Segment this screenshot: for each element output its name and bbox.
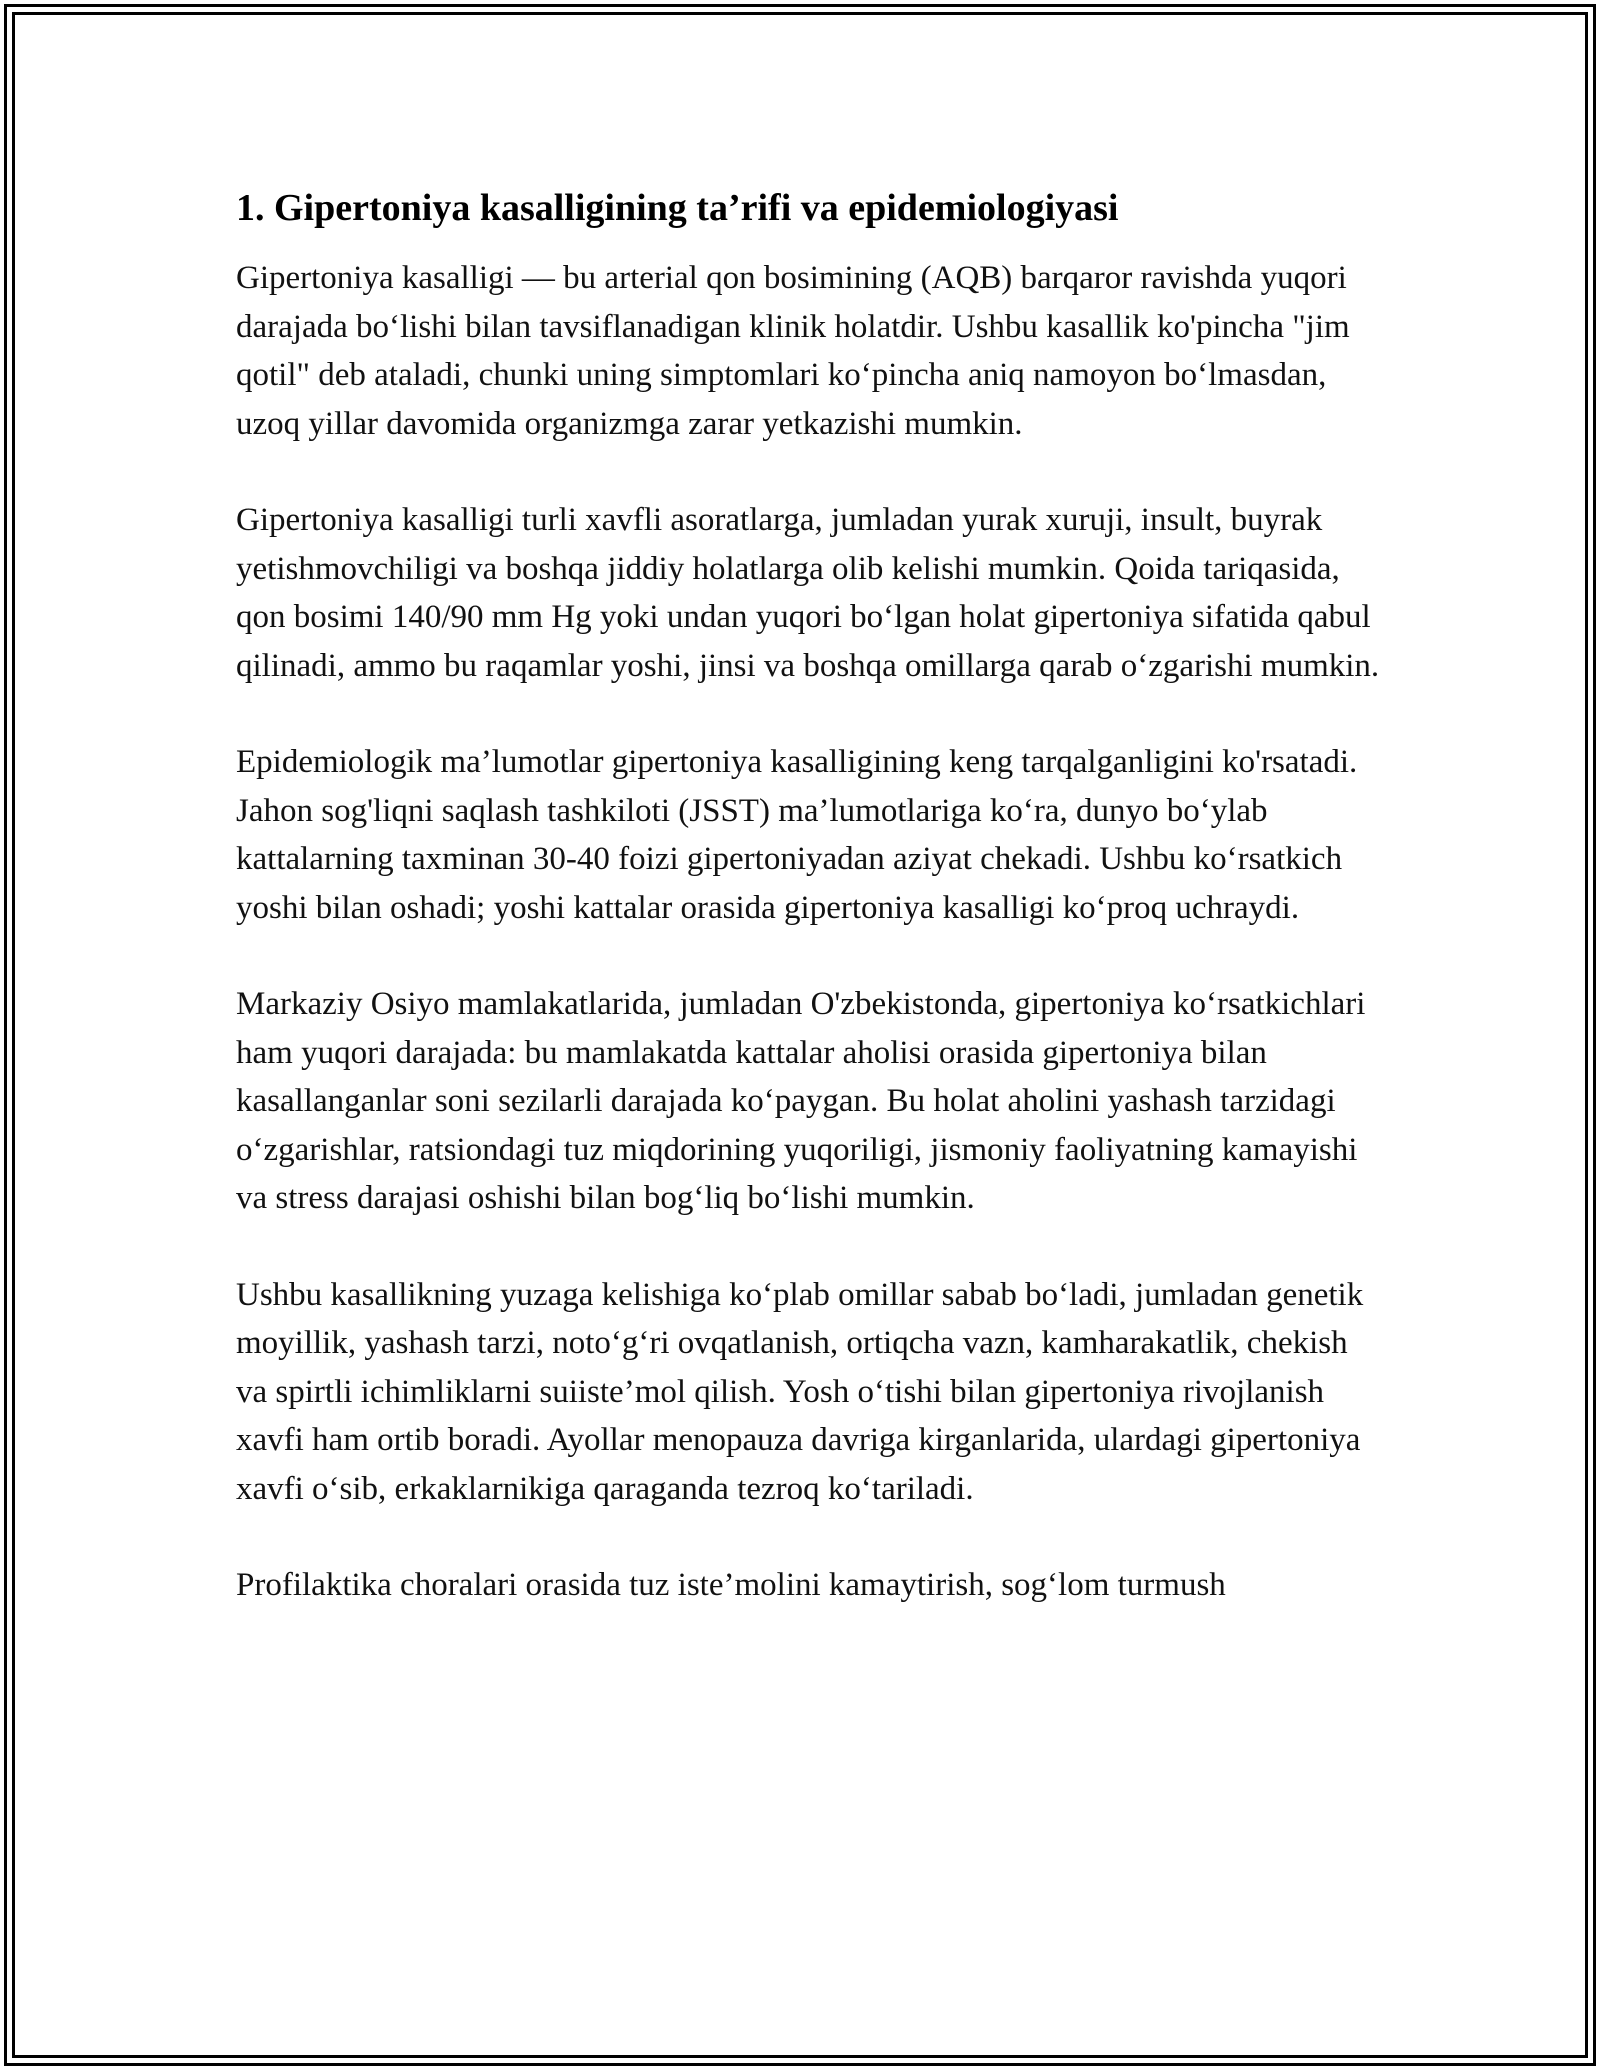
document-body [236,184,1386,1658]
paragraph-complications: Gipertoniya kasalligi turli xavfli asoratlarga, jumladan yurak xuruji, insult, buyrak yetishmovchiligi va boshqa jiddiy holatlarga olib kelishi mumkin. Qoida tariqasida, qon bosimi 140/90 mm Hg yoki undan yuqori bo‘lgan holat gipertoniya sifatida qabul qilinadi, ammo bu raqamlar yoshi, jinsi va boshqa omillarga qarab o‘zgarishi mumkin. [236,502,1380,684]
paragraph-prevention: Profilaktika choralari orasida tuz iste’molini kamaytirish, sog‘lom turmush [236,1567,1226,1603]
paragraph-definition: Gipertoniya kasalligi — bu arterial qon bosimining (AQB) barqaror ravishda yuqori darajada bo‘lishi bilan tavsiflanadigan klinik holatdir. Ushbu kasallik ko'pincha "jim qotil" deb ataladi, chunki uning simptomlari ko‘pincha aniq namoyon bo‘lmasdan, uzoq yillar davomida organizmga zarar yetkazishi mumkin. [236,260,1350,442]
paragraph-epidemiology: Epidemiologik ma’lumotlar gipertoniya kasalligining keng tarqalganligini ko'rsatadi. Jahon sog'liqni saqlash tashkiloti (JSST) ma’lumotlariga ko‘ra, dunyo bo‘ylab kattalarning taxminan 30-40 foizi gipertoniyadan aziyat chekadi. Ushbu ko‘rsatkich yoshi bilan oshadi; yoshi kattalar orasida gipertoniya kasalligi ko‘proq uchraydi. [236,744,1358,926]
section-heading: 1. Gipertoniya kasalligining ta’rifi va epidemiologiyasi [236,187,1119,229]
paragraph-risk-factors: Ushbu kasallikning yuzaga kelishiga ko‘plab omillar sabab bo‘ladi, jumladan genetik moyillik, yashash tarzi, noto‘g‘ri ovqatlanish, ortiqcha vazn, kamharakatlik, chekish va spirtli ichimliklarni suiiste’mol qilish. Yosh o‘tishi bilan gipertoniya rivojlanish xavfi ham ortib boradi. Ayollar menopauza davriga kirganlarida, ulardagi gipertoniya xavfi o‘sib, erkaklarnikiga qaraganda tezroq ko‘tariladi. [236,1276,1364,1507]
paragraph-central-asia: Markaziy Osiyo mamlakatlarida, jumladan O'zbekistonda, gipertoniya ko‘rsatkichlari ham yuqori darajada: bu mamlakatda kattalar aholisi orasida gipertoniya bilan kasallanganlar soni sezilarli darajada ko‘paygan. Bu holat aholini yashash tarzidagi o‘zgarishlar, ratsiondagi tuz miqdorining yuqoriligi, jismoniy faoliyatning kamayishi va stress darajasi oshishi bilan bog‘liq bo‘lishi mumkin. [236,986,1366,1216]
